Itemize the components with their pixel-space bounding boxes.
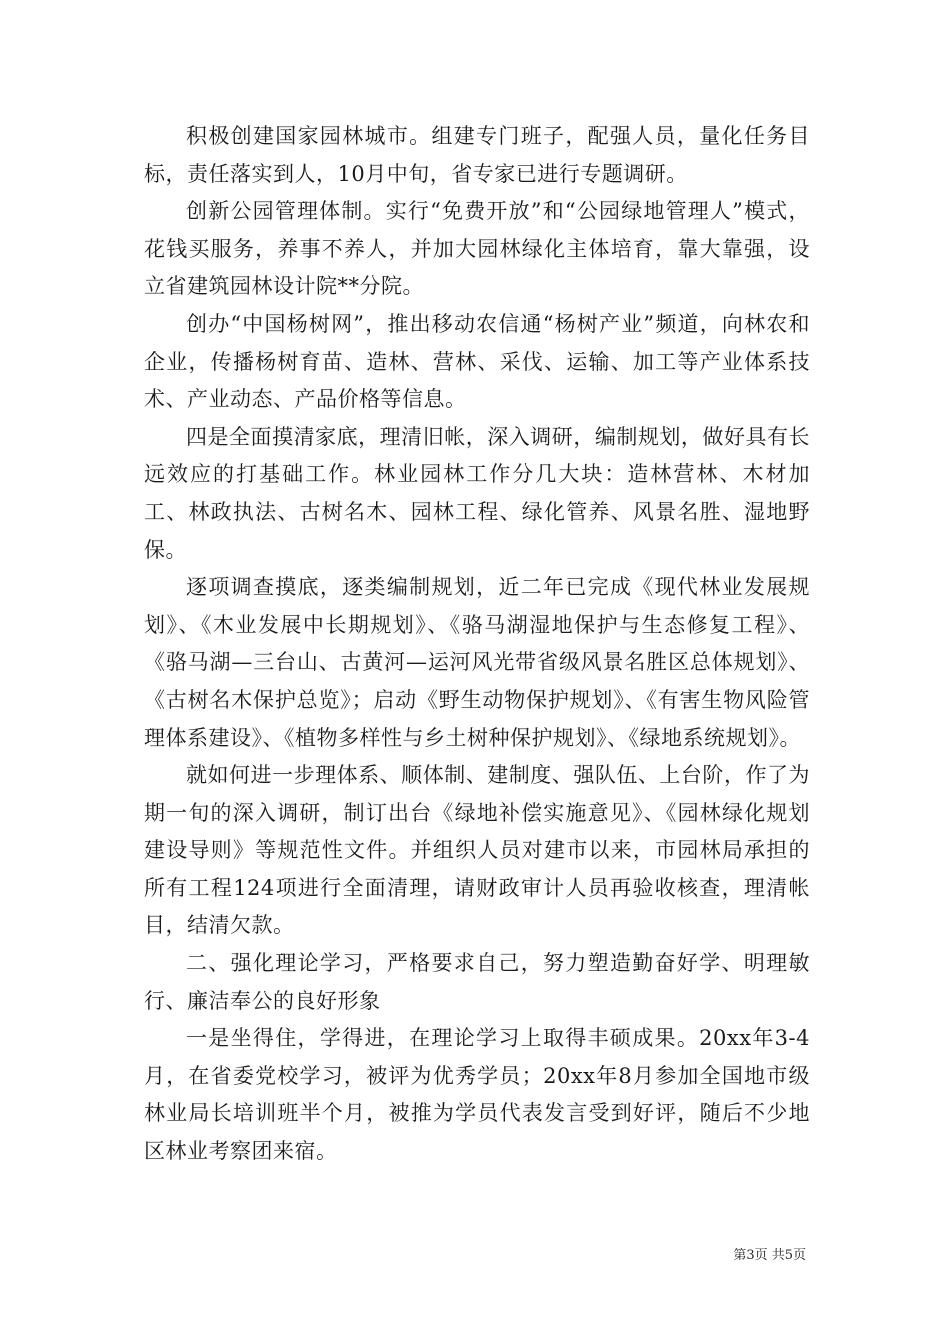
paragraph-research-regulations: 就如何进一步理体系、顺体制、建制度、强队伍、上台阶，作了为期一旬的深入调研，制订出台《绿地补偿实施意见》、《园林绿化规划建设导则》等规范性文件。并组织人员对建市以来，市园林局承担的所有工程124项进行全面清理，请财政审计人员再验收核查，理清帐目，结清欠款。 (144, 763, 810, 938)
paragraph-poplar-network: 创办“中国杨树网”，推出移动农信通“杨树产业”频道，向林农和企业，传播杨树育苗、造林、营林、采伐、运输、加工等产业体系技术、产业动态、产品价格等信息。 (144, 311, 810, 412)
body-text (144, 118, 810, 1171)
paragraph-garden-city: 积极创建国家园林城市。组建专门班子，配强人员，量化任务目标，责任落实到人，10月中旬，省专家已进行专题调研。 (144, 124, 810, 186)
section-heading-theory-study: 二、强化理论学习，严格要求自己，努力塑造勤奋好学、明理敏行、廉洁奉公的良好形象 (144, 951, 810, 1013)
paragraph-survey-planning: 四是全面摸清家底，理清旧帐，深入调研，编制规划，做好具有长远效应的打基础工作。林业园林工作分几大块：造林营林、木材加工、林政执法、古树名木、园林工程、绿化管养、风景名胜、湿地野保。 (144, 424, 810, 562)
page-footer: 第3页 共5页 (733, 1248, 806, 1263)
paragraph-plans-completed: 逐项调查摸底，逐类编制规划，近二年已完成《现代林业发展规划》、《木业发展中长期规划》、《骆马湖湿地保护与生态修复工程》、《骆马湖—三台山、古黄河—运河风光带省级风景名胜区总体规划》、《古树名木保护总览》；启动《野生动物保护规划》、《有害生物风险管理体系建设》、《植物多样性与乡土树种保护规划》、《绿地系统规划》。 (144, 575, 810, 750)
paragraph-park-management: 创新公园管理体制。实行“免费开放”和“公园绿地管理人”模式，花钱买服务，养事不养人，并加大园林绿化主体培育，靠大靠强，设立省建筑园林设计院**分院。 (144, 199, 810, 299)
paragraph-study-results: 一是坐得住，学得进，在理论学习上取得丰硕成果。20xx年3-4月，在省委党校学习，被评为优秀学员；20xx年8月参加全国地市级林业局长培训班半个月，被推为学员代表发言受到好评，随后不少地区林业考察团来宿。 (144, 1026, 810, 1164)
